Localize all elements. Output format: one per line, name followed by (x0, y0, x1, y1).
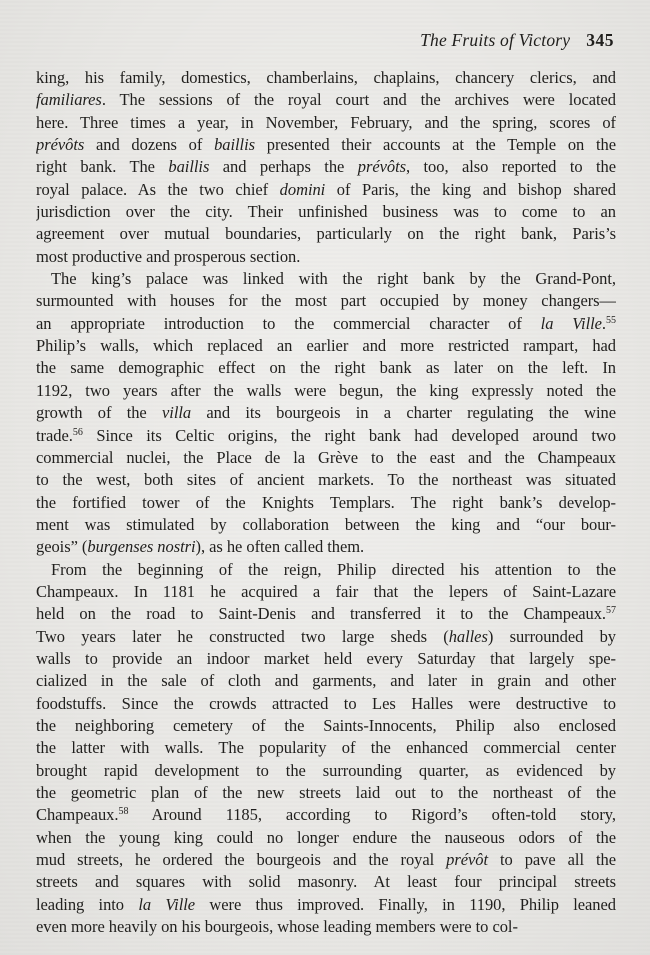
text-line (36, 581, 616, 603)
text-run: geois” ( (36, 537, 88, 557)
paragraph (36, 67, 616, 268)
footnote-marker: 56 (72, 426, 83, 438)
text-run: The king’s palace was linked with the right bank by the Grand-Pont, (51, 269, 616, 289)
text-run: presented their accounts at the Temple on the (255, 135, 616, 155)
italic-run: prévôts (357, 157, 406, 177)
text-run: and perhaps the (209, 157, 358, 177)
page-body (36, 67, 616, 938)
text-line (36, 469, 616, 491)
text-run: to pave all the (488, 850, 616, 870)
text-run: ment was stimulated by collaboration between the king and “our bour- (36, 514, 616, 534)
text-line (36, 693, 616, 715)
text-line (36, 782, 616, 804)
text-line (36, 89, 616, 111)
text-line (36, 313, 616, 335)
text-line (36, 357, 616, 379)
italic-run: familiares (36, 90, 102, 110)
italic-run: villa (162, 403, 192, 423)
text-run: jurisdiction over the city. Their unfinished business was to come to an (36, 202, 616, 222)
text-run: and dozens of (84, 135, 215, 155)
text-line (36, 559, 616, 581)
text-line (36, 223, 616, 245)
text-run: Champeaux. (36, 805, 119, 825)
text-run: the same demographic effect on the right bank as later on the left. In (36, 358, 616, 378)
text-run: the latter with walls. The popularity of the enhanced commercial center (36, 738, 616, 758)
text-line (36, 425, 616, 447)
text-run: ), as he often called them. (195, 537, 365, 557)
text-line (36, 156, 616, 178)
text-line (36, 760, 616, 782)
text-line (36, 737, 616, 759)
text-run: growth of the (36, 403, 163, 423)
text-line (36, 849, 616, 871)
text-line (36, 916, 616, 938)
italic-run: burgenses nostri (87, 537, 196, 557)
text-line (36, 201, 616, 223)
text-line (36, 179, 616, 201)
text-line (36, 402, 616, 424)
italic-run: la Ville (138, 894, 196, 914)
text-run: right bank. The (36, 157, 169, 177)
text-run: foodstuffs. Since the crowds attracted to Les Halles were destructive to (36, 693, 616, 713)
text-run: of Paris, the king and bishop shared (325, 179, 616, 199)
text-run: . The sessions of the royal court and the archives were located (101, 90, 616, 110)
text-line (36, 246, 616, 268)
text-run: the fortified tower of the Knights Templars. The right bank’s develop- (36, 492, 616, 512)
italic-run: baillis (168, 157, 210, 177)
paragraph (36, 268, 616, 558)
footnote-marker: 57 (606, 605, 616, 617)
text-line (36, 134, 616, 156)
text-run: , too, also reported to the (406, 157, 616, 177)
text-run: agreement over mutual boundaries, particularly on the right bank, Paris’s (36, 224, 616, 244)
text-line (36, 447, 616, 469)
text-run: the neighboring cemetery of the Saints-Innocents, Philip also enclosed (36, 715, 616, 735)
italic-run: domini (279, 179, 326, 199)
footnote-marker: 58 (118, 806, 129, 818)
text-run: Around 1185, according to Rigord’s often-told story, (128, 805, 616, 825)
footnote-marker: 55 (606, 314, 616, 326)
italic-run: baillis (214, 135, 256, 155)
page-header (40, 30, 614, 50)
text-line (36, 492, 616, 514)
text-run: leading into (36, 894, 139, 914)
text-run: Two years later he constructed two large sheds ( (36, 626, 449, 646)
text-run: most productive and prosperous section. (36, 246, 301, 266)
text-run: brought rapid development to the surrounding quarter, as evidenced by (36, 760, 616, 780)
text-run: Since its Celtic origins, the right bank had developed around two (82, 425, 616, 445)
text-line (36, 380, 616, 402)
text-line (36, 67, 616, 89)
text-run: when the young king could no longer endure the nauseous odors of the (36, 827, 616, 847)
text-run: were thus improved. Finally, in 1190, Philip leaned (195, 894, 616, 914)
text-run: here. Three times a year, in November, February, and the spring, scores of (36, 112, 616, 132)
text-run: streets and squares with solid masonry. At least four principal streets (36, 872, 616, 892)
text-run: From the beginning of the reign, Philip directed his attention to the (51, 559, 616, 579)
text-run: and its bourgeois in a charter regulating the wine (191, 403, 616, 423)
italic-run: halles (448, 626, 488, 646)
text-run: an appropriate introduction to the commercial character of (36, 313, 541, 333)
text-run: surmounted with houses for the most part occupied by money changers— (36, 291, 616, 311)
text-line (36, 894, 616, 916)
running-title: The Fruits of Victory (420, 30, 571, 50)
text-line (36, 514, 616, 536)
paragraph (36, 559, 616, 939)
text-run: ) surrounded by (487, 626, 616, 646)
text-run: commercial nuclei, the Place de la Grève to the east and the Champeaux (36, 447, 616, 467)
text-run: mud streets, he ordered the bourgeois and the royal (36, 850, 447, 870)
text-run: trade. (36, 425, 73, 445)
text-run: to the west, both sites of ancient markets. To the northeast was situated (36, 470, 616, 490)
text-line (36, 871, 616, 893)
text-run: even more heavily on his bourgeois, whose leading members were to col- (36, 917, 518, 937)
text-run: royal palace. As the two chief (36, 179, 280, 199)
text-line (36, 827, 616, 849)
text-line (36, 290, 616, 312)
text-run: Champeaux. In 1181 he acquired a fair that the lepers of Saint-Lazare (36, 581, 616, 601)
text-run: Philip’s walls, which replaced an earlier and more restricted rampart, had (36, 336, 616, 356)
text-line (36, 536, 616, 558)
text-run: . (601, 313, 606, 333)
text-run: king, his family, domestics, chamberlains, chaplains, chancery clerics, and (36, 68, 616, 87)
text-line (36, 112, 616, 134)
text-line (36, 804, 616, 826)
text-line (36, 648, 616, 670)
italic-run: la Ville (540, 313, 602, 333)
text-line (36, 268, 616, 290)
text-run: 1192, two years after the walls were begun, the king expressly noted the (36, 380, 616, 400)
text-run: the geometric plan of the new streets laid out to the northeast of the (36, 783, 616, 802)
text-run: walls to provide an indoor market held every Saturday that largely spe- (36, 648, 616, 668)
text-line (36, 626, 616, 648)
italic-run: prévôts (36, 135, 85, 155)
page-number: 345 (586, 30, 614, 50)
text-run: held on the road to Saint-Denis and transferred it to the Champeaux. (36, 604, 606, 624)
text-run: cialized in the sale of cloth and garments, and later in grain and other (36, 671, 616, 691)
italic-run: prévôt (446, 850, 488, 870)
text-line (36, 670, 616, 692)
text-line (36, 335, 616, 357)
text-line (36, 715, 616, 737)
text-line (36, 603, 616, 625)
